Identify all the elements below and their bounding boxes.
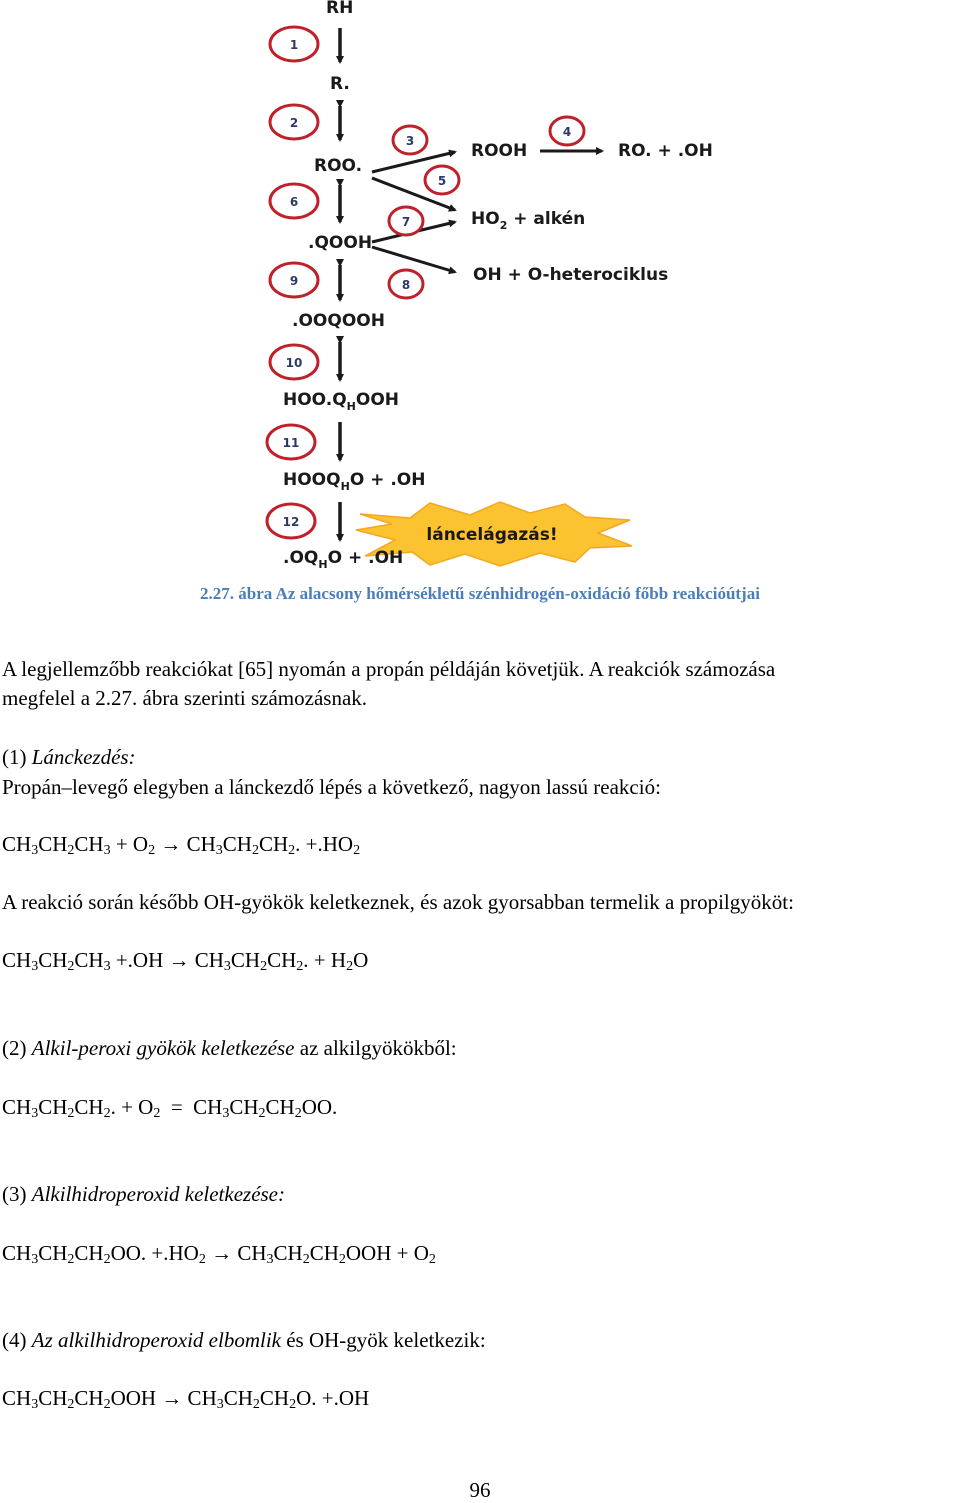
species-qooh: .QOOH (308, 233, 373, 253)
species-part: OOH (355, 390, 400, 410)
species-rooh: ROOH (471, 141, 528, 161)
section-title: Alkil-peroxi gyökök keletkezése (31, 1036, 295, 1060)
species-r: R. (330, 74, 350, 94)
section-1-heading (2, 743, 136, 771)
section-1-description: Propán–levegő elegyben a lánckezdő lépés a következő, nagyon lassú reakció: (2, 775, 661, 799)
section-title: Lánckezdés: (31, 745, 136, 769)
species-part: .OQ (283, 548, 319, 568)
section-number: (3) (2, 1182, 32, 1206)
species-part: + alkén (507, 209, 586, 229)
paragraph-intro-line-1: A legjellemzőbb reakciókat [65] nyomán a propán példáján követjük. A reakciók számozása (2, 657, 776, 681)
step-number: 12 (282, 515, 300, 529)
step-number: 5 (437, 174, 447, 188)
section-title: Alkilhidroperoxid keletkezése: (31, 1182, 286, 1206)
species-oq-o-oh (283, 548, 403, 570)
step-number: 10 (285, 356, 303, 370)
equation-3: $CH_3CH_2CH_2$. + $O_2 = CH_3CH_2CH_2OO$. (2, 1095, 338, 1121)
species-roo: ROO. (314, 156, 363, 176)
section-number: (4) (2, 1328, 32, 1352)
species-part: HOO.Q (283, 390, 347, 410)
species-part: HOOQ (283, 470, 341, 490)
section-number: (1) (2, 745, 32, 769)
step-number: 9 (289, 274, 299, 288)
section-number: (2) (2, 1036, 32, 1060)
step-number: 2 (289, 116, 299, 130)
species-subscript: H (318, 558, 328, 571)
species-ooqooh: .OOQOOH (292, 311, 385, 331)
species-part: HO (471, 209, 500, 229)
species-oh-heterocycle: OH + O-heterociklus (473, 265, 669, 285)
paragraph-intro-line-2: megfelel a 2.27. ábra szerinti számozásnak. (2, 686, 368, 710)
species-subscript: H (346, 400, 356, 413)
step-number: 3 (405, 134, 415, 148)
step-number: 6 (289, 195, 299, 209)
step-number: 7 (401, 215, 411, 229)
species-part: O + .OH (327, 548, 404, 568)
figure-caption: 2.27. ábra Az alacsony hőmérsékletű szénhidrogén-oxidáció főbb reakcióútjai (200, 584, 760, 603)
section-2-heading (2, 1034, 457, 1062)
species-subscript: H (340, 480, 350, 493)
species-ho2-alkene (471, 209, 585, 231)
species-hooq-o-oh (283, 470, 425, 492)
section-title: Az alkilhidroperoxid elbomlik (31, 1328, 281, 1352)
species-part: O + .OH (349, 470, 426, 490)
equation-2: $CH_3CH_2CH_3 +.OH \to CH_3CH_2CH_2$. + $H_2O$ (2, 948, 369, 974)
section-title-rest: az alkilgyökökből: (294, 1036, 457, 1060)
step-number: 8 (401, 278, 411, 292)
section-title-rest: és OH-gyök keletkezik: (280, 1328, 486, 1352)
burst-label: láncelágazás! (426, 525, 558, 545)
equation-1: $CH_3CH_2CH_3 + O_2 \to CH_3CH_2CH_2$. $+.HO_2$ (2, 832, 361, 858)
species-subscript: 2 (499, 219, 508, 232)
step-number: 4 (562, 125, 572, 139)
section-4-heading (2, 1326, 486, 1354)
section-1-follow-up: A reakció során később OH-gyökök keletkeznek, és azok gyorsabban termelik a propilgyököt: (2, 890, 794, 914)
species-rh: RH (326, 0, 354, 18)
section-3-heading (2, 1180, 285, 1208)
equation-4: $CH_3CH_2CH_2OO$. $+.HO_2 \to CH_3CH_2CH_2OOH + O_2$ (2, 1241, 436, 1267)
equation-5: $CH_3CH_2CH_2OOH \to CH_3CH_2CH_2O$. +.OH (2, 1386, 370, 1412)
species-hooqooh (283, 390, 399, 412)
reaction-pathway-diagram (0, 0, 960, 580)
diagram-graphics (0, 0, 960, 580)
page-number: 96 (469, 1478, 491, 1502)
arrow-8 (372, 247, 455, 272)
step-number: 1 (289, 38, 299, 52)
species-ro-oh: RO. + .OH (618, 141, 713, 161)
step-number: 11 (282, 436, 300, 450)
